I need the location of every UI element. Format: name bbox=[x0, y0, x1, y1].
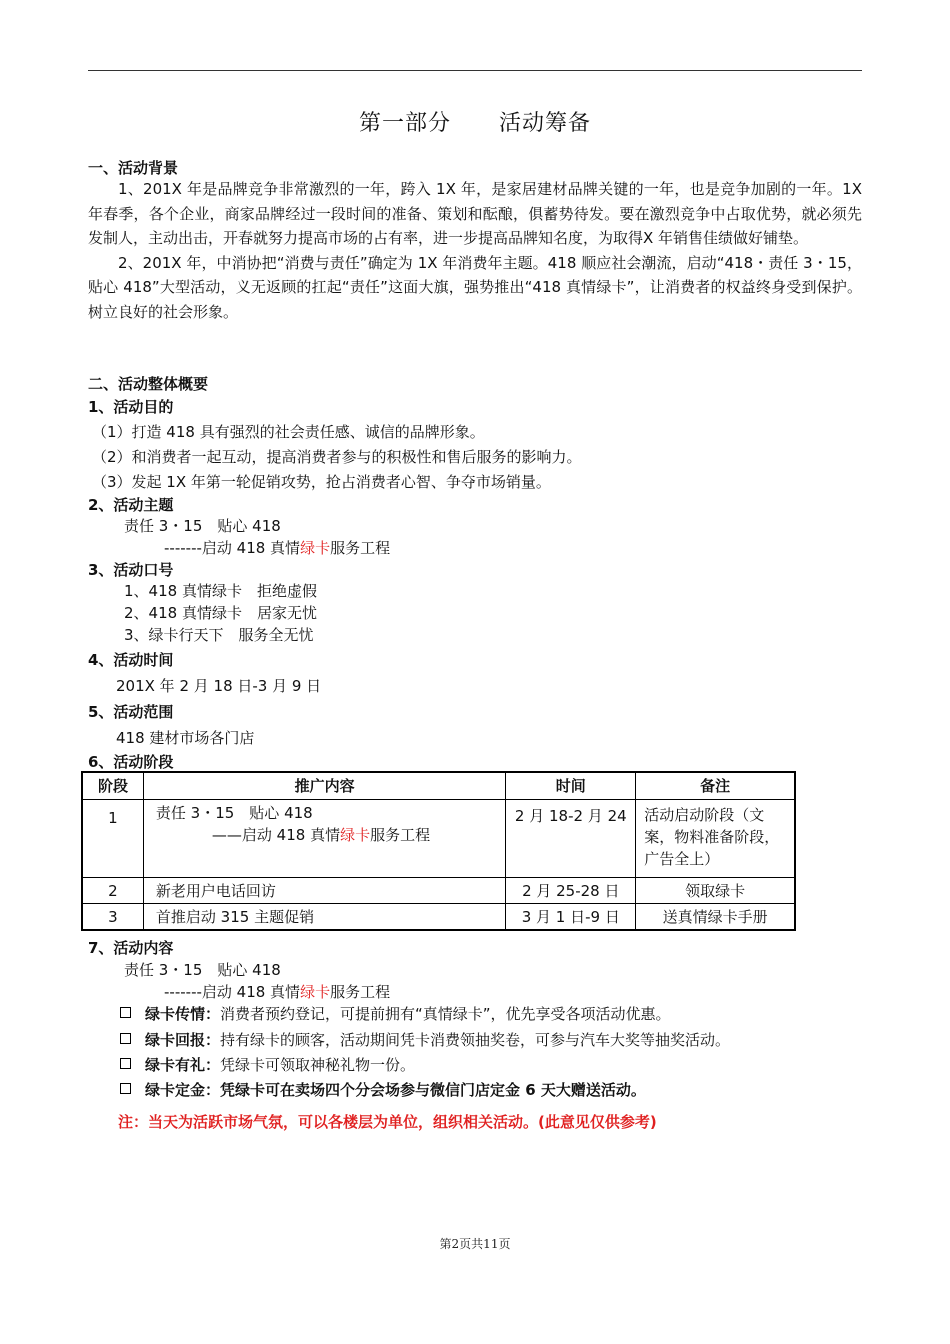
content-line-2-prefix: -------启动 418 真情 bbox=[164, 983, 301, 1001]
note-text: 注：当天为活跃市场气氛，可以各楼层为单位，组织相关活动。(此意见仅供参考) bbox=[118, 1113, 657, 1131]
slogan-item-2: 2、418 真情绿卡 居家无忧 bbox=[124, 604, 317, 622]
bullet-text: 持有绿卡的顾客，活动期间凭卡消费领抽奖卷，可参与汽车大奖等抽奖活动。 bbox=[220, 1031, 731, 1049]
row1-time: 2 月 18-2 月 24 bbox=[506, 800, 636, 878]
col-time: 时间 bbox=[506, 773, 636, 800]
bullet-label: 绿卡定金： bbox=[145, 1081, 221, 1099]
stages-heading: 6、活动阶段 bbox=[88, 753, 174, 771]
theme-line-2-suffix: 服务工程 bbox=[330, 539, 391, 557]
content-green-card: 绿卡 bbox=[300, 983, 331, 1001]
row1-content-line1: 责任 3・15 贴心 418 bbox=[155, 804, 313, 822]
row3-note: 送真情绿卡手册 bbox=[636, 904, 795, 930]
slogan-item-1: 1、418 真情绿卡 拒绝虚假 bbox=[124, 582, 317, 600]
row1-content-line2 bbox=[156, 824, 505, 846]
content-line-1: 责任 3・15 贴心 418 bbox=[124, 961, 281, 979]
row2-content: 新老用户电话回访 bbox=[143, 878, 505, 904]
table-row bbox=[83, 904, 795, 930]
row3-content: 首推启动 315 主题促销 bbox=[143, 904, 505, 930]
row2-note: 领取绿卡 bbox=[636, 878, 795, 904]
col-stage: 阶段 bbox=[83, 773, 144, 800]
table-row bbox=[83, 878, 795, 904]
content-line-2 bbox=[164, 982, 390, 1002]
time-value: 201X 年 2 月 18 日-3 月 9 日 bbox=[116, 677, 322, 695]
bullet-label: 绿卡有礼： bbox=[145, 1056, 221, 1074]
row1-stage: 1 bbox=[83, 800, 144, 878]
bullet-text: 凭绿卡可领取神秘礼物一份。 bbox=[220, 1056, 416, 1074]
checkbox-icon bbox=[120, 1033, 131, 1044]
background-paragraphs bbox=[88, 177, 862, 324]
goal-item-1: （1）打造 418 具有强烈的社会责任感、诚信的品牌形象。 bbox=[92, 423, 485, 441]
bullet-item bbox=[120, 1030, 730, 1050]
content-line-2-suffix: 服务工程 bbox=[330, 983, 391, 1001]
theme-green-card: 绿卡 bbox=[300, 539, 331, 557]
row1-green-card: 绿卡 bbox=[340, 826, 371, 844]
scope-heading: 5、活动范围 bbox=[88, 703, 174, 721]
theme-line-2 bbox=[164, 538, 390, 558]
header-rule bbox=[88, 70, 862, 71]
row2-stage: 2 bbox=[83, 878, 144, 904]
content-heading: 7、活动内容 bbox=[88, 939, 174, 957]
theme-heading: 2、活动主题 bbox=[88, 496, 174, 514]
theme-line-1: 责任 3・15 贴心 418 bbox=[124, 517, 281, 535]
checkbox-icon bbox=[120, 1083, 131, 1094]
goal-heading: 1、活动目的 bbox=[88, 398, 174, 416]
bullet-text: 凭绿卡可在卖场四个分会场参与微信门店定金 6 天大赠送活动。 bbox=[220, 1081, 646, 1099]
row3-stage: 3 bbox=[83, 904, 144, 930]
row1-content-prefix: ——启动 418 真情 bbox=[211, 826, 341, 844]
section1-heading: 一、活动背景 bbox=[88, 159, 179, 177]
page-title bbox=[0, 106, 950, 137]
bullet-label: 绿卡回报： bbox=[145, 1031, 221, 1049]
table-header-row bbox=[83, 773, 795, 800]
row3-time: 3 月 1 日-9 日 bbox=[506, 904, 636, 930]
bullet-label: 绿卡传情： bbox=[145, 1005, 221, 1023]
page-footer: 第2页共11页 bbox=[439, 1237, 511, 1251]
col-note: 备注 bbox=[636, 773, 795, 800]
row1-content bbox=[143, 800, 505, 878]
goal-item-2: （2）和消费者一起互动，提高消费者参与的积极性和售后服务的影响力。 bbox=[92, 448, 582, 466]
title-name: 活动筹备 bbox=[499, 111, 592, 136]
row1-note: 活动启动阶段（文案，物料准备阶段，广告全上） bbox=[636, 800, 795, 878]
bullet-text: 消费者预约登记，可提前拥有“真情绿卡”，优先享受各项活动优惠。 bbox=[220, 1005, 671, 1023]
theme-line-2-prefix: -------启动 418 真情 bbox=[164, 539, 301, 557]
checkbox-icon bbox=[120, 1007, 131, 1018]
background-para-2: 2、201X 年，中消协把“消费与责任”确定为 1X 年消费年主题。418 顺应社会潮流，启动“418・责任 3・15，贴心 418”大型活动，义无返顾的扛起“责任”这面大旗，强势推出“418 真情绿卡”，让消费者的权益终身受到保护。树立良好的社会形象。 bbox=[88, 253, 862, 321]
slogan-item-3: 3、绿卡行天下 服务全无忧 bbox=[124, 626, 314, 644]
row1-content-suffix: 服务工程 bbox=[370, 826, 431, 844]
section2-heading: 二、活动整体概要 bbox=[88, 375, 209, 393]
table-row bbox=[83, 800, 795, 878]
goal-item-3: （3）发起 1X 年第一轮促销攻势，抢占消费者心智、争夺市场销量。 bbox=[92, 473, 551, 491]
title-part: 第一部分 bbox=[358, 111, 451, 136]
checkbox-icon bbox=[120, 1058, 131, 1069]
col-content: 推广内容 bbox=[143, 773, 505, 800]
row2-time: 2 月 25-28 日 bbox=[506, 878, 636, 904]
time-heading: 4、活动时间 bbox=[88, 651, 174, 669]
scope-value: 418 建材市场各门店 bbox=[116, 729, 255, 747]
slogan-heading: 3、活动口号 bbox=[88, 561, 174, 579]
bullet-item bbox=[120, 1004, 671, 1024]
bullet-item bbox=[120, 1055, 415, 1075]
bullet-item bbox=[120, 1080, 646, 1100]
stages-table bbox=[82, 772, 795, 930]
background-para-1: 1、201X 年是品牌竞争非常激烈的一年，跨入 1X 年，是家居建材品牌关键的一年，也是竞争加剧的一年。1X 年春季，各个企业，商家品牌经过一段时间的准备、策划和酝酿，俱蓄势待发。要在激烈竞争中占取优势，就必须先发制人，主动出击，开春就努力提高市场的占有率，进一步提高品牌知名度，为取得X 年销售佳绩做好铺垫。 bbox=[88, 180, 862, 247]
